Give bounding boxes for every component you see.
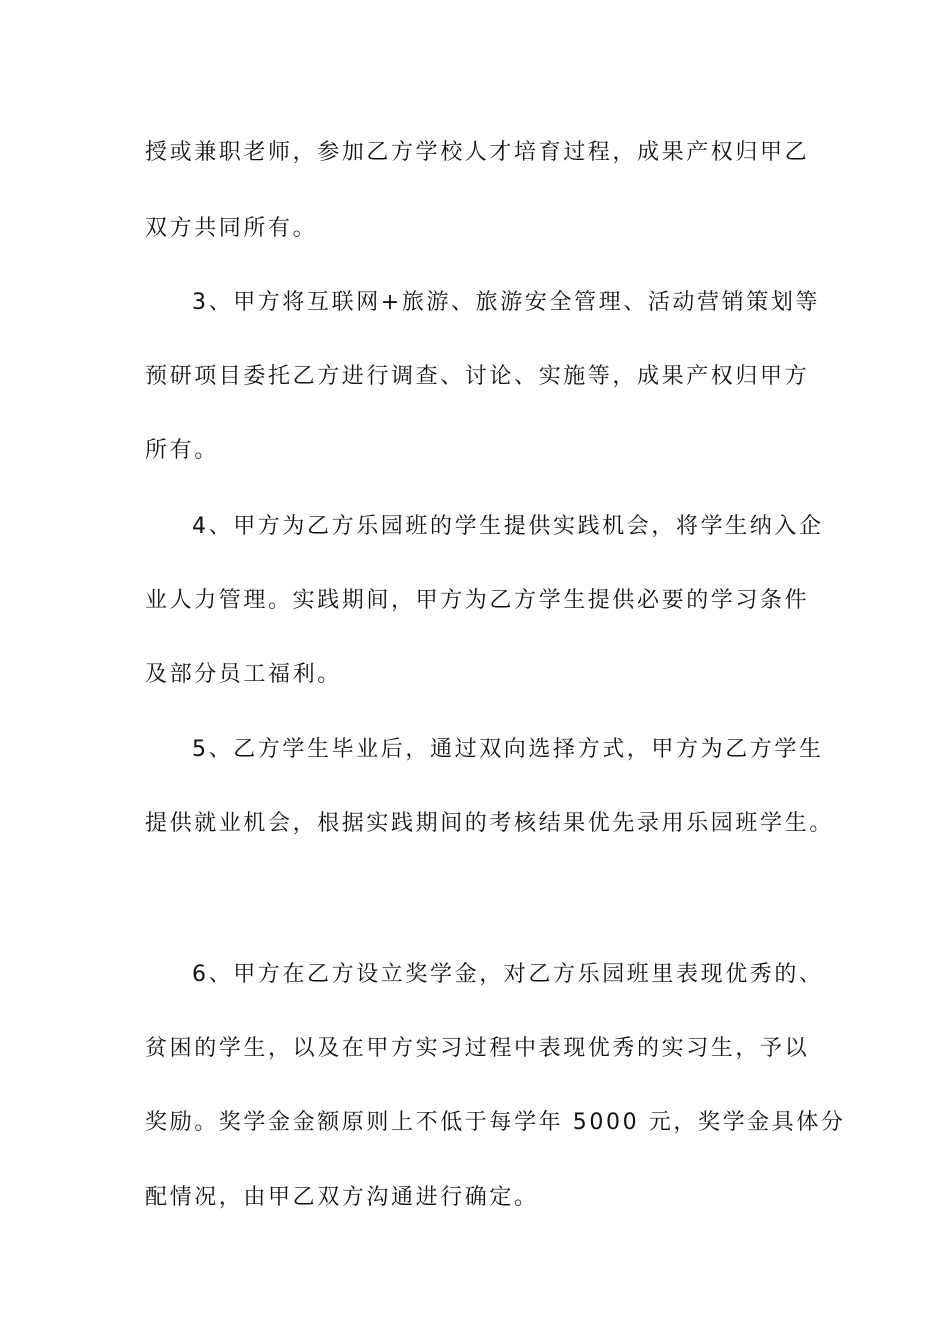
paragraph-1-line-2: 双方共同所有。 (145, 216, 318, 241)
paragraph-5-line-2: 贫困的学生，以及在甲方实习过程中表现优秀的实习生，予以 (145, 1036, 810, 1061)
paragraph-4-line-2: 提供就业机会，根据实践期间的考核结果优先录用乐园班学生。 (145, 811, 834, 836)
paragraph-3-line-1: 4、甲方为乙方乐园班的学生提供实践机会，将学生纳入企 (192, 514, 824, 539)
paragraph-5-line-4: 配情况，由甲乙双方沟通进行确定。 (145, 1185, 539, 1210)
paragraph-4-line-1: 5、乙方学生毕业后，通过双向选择方式，甲方为乙方学生 (192, 737, 824, 762)
paragraph-2-line-1: 3、甲方将互联网+旅游、旅游安全管理、活动营销策划等 (192, 290, 821, 315)
paragraph-3-line-3: 及部分员工福利。 (145, 662, 342, 687)
paragraph-2-line-2: 预研项目委托乙方进行调查、讨论、实施等，成果产权归甲方 (145, 364, 810, 389)
paragraph-5-line-1: 6、甲方在乙方设立奖学金，对乙方乐园班里表现优秀的、 (192, 962, 824, 987)
paragraph-5-line-3: 奖励。奖学金金额原则上不低于每学年 5000 元，奖学金具体分 (145, 1110, 846, 1135)
paragraph-2-line-3: 所有。 (145, 438, 219, 463)
paragraph-1-line-1: 授或兼职老师，参加乙方学校人才培育过程，成果产权归甲乙 (145, 140, 810, 165)
paragraph-3-line-2: 业人力管理。实践期间，甲方为乙方学生提供必要的学习条件 (145, 588, 810, 613)
